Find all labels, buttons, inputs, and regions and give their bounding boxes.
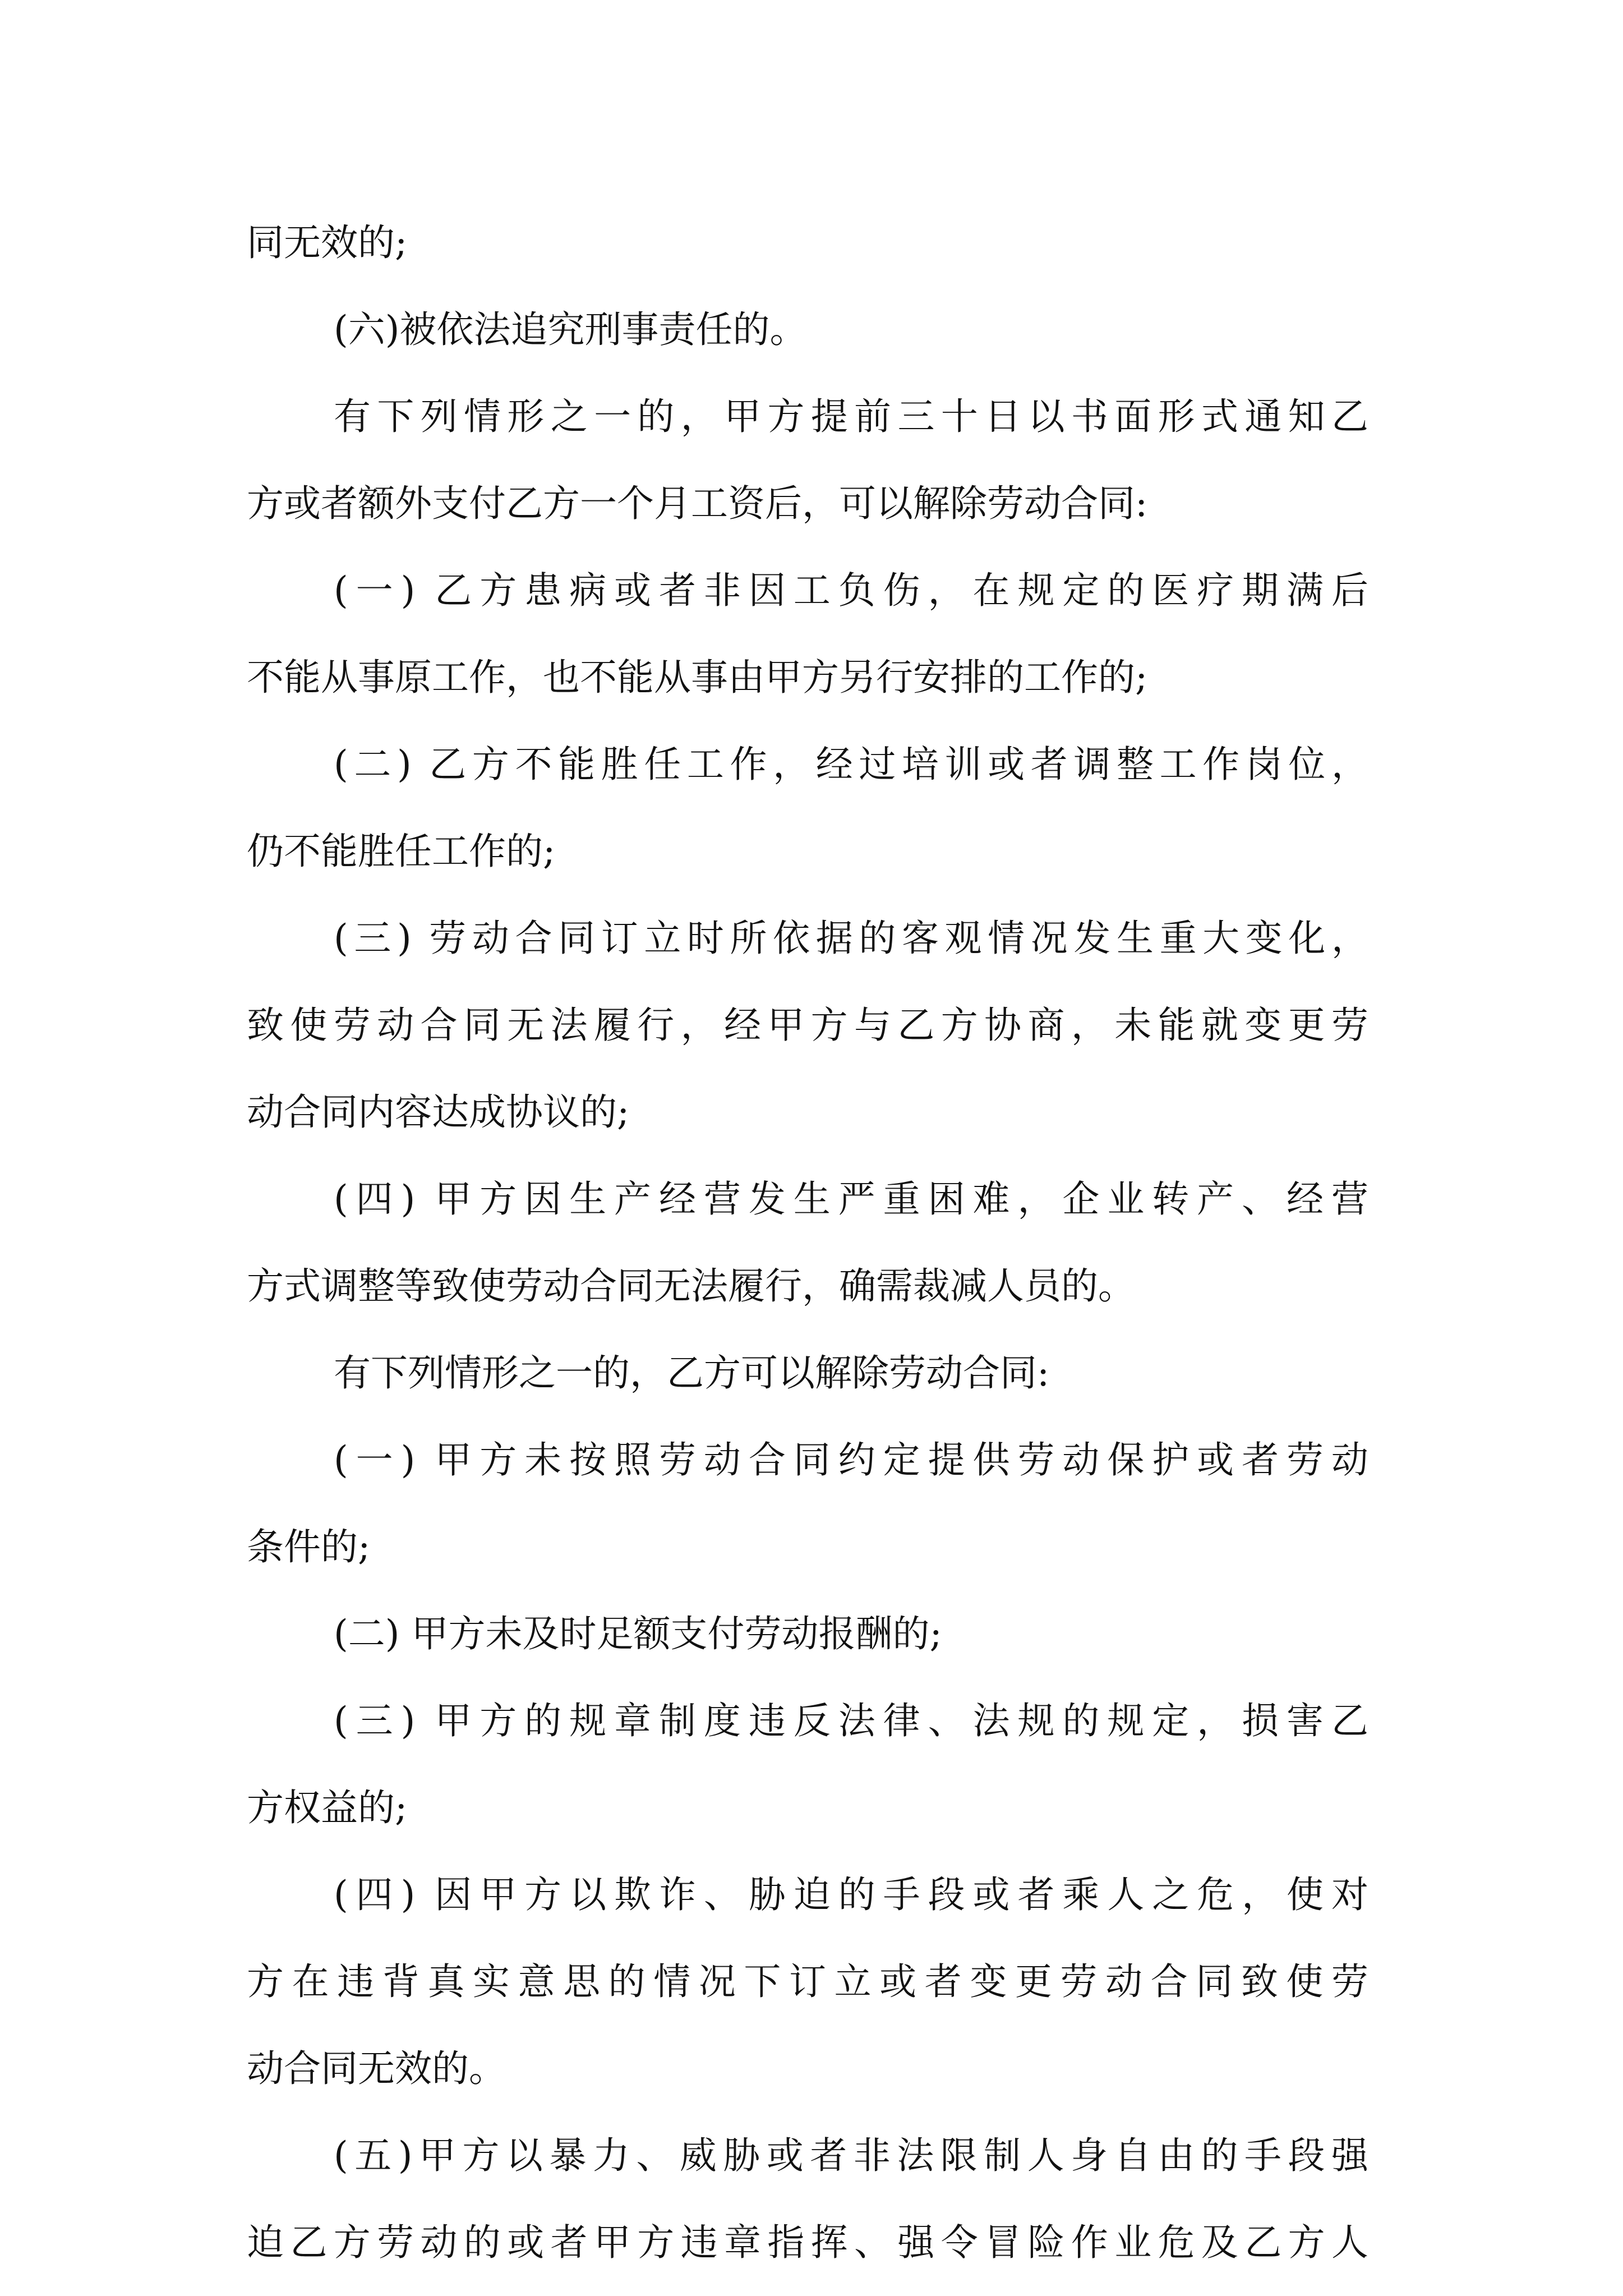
- text-line: 方权益的;: [247, 1786, 408, 1829]
- text-line: (三) 劳动合同订立时所依据的客观情况发生重大变化，: [334, 917, 1368, 960]
- contract-text-body: [247, 199, 1368, 2286]
- text-line: 条件的;: [247, 1525, 371, 1568]
- text-line: 同无效的;: [247, 221, 408, 264]
- text-line: (三) 甲方的规章制度违反法律、法规的规定，损害乙: [334, 1699, 1368, 1742]
- text-line: 方在违背真实意思的情况下订立或者变更劳动合同致使劳: [247, 1960, 1368, 2003]
- text-line: 迫乙方劳动的或者甲方违章指挥、强令冒险作业危及乙方人: [247, 2221, 1368, 2264]
- text-line: 有下列情形之一的，乙方可以解除劳动合同:: [334, 1351, 1050, 1395]
- text-line: 方或者额外支付乙方一个月工资后，可以解除劳动合同:: [247, 482, 1148, 525]
- text-line: 不能从事原工作，也不能从事由甲方另行安排的工作的;: [247, 656, 1148, 699]
- text-line: 动合同无效的。: [247, 2047, 506, 2090]
- text-line: (六)被依法追究刑事责任的。: [334, 308, 807, 351]
- text-line: (一) 甲方未按照劳动合同约定提供劳动保护或者劳动: [334, 1438, 1368, 1481]
- text-line: 仍不能胜任工作的;: [247, 830, 556, 873]
- text-line: (四) 甲方因生产经营发生严重困难，企业转产、经营: [334, 1177, 1368, 1221]
- text-line: (五)甲方以暴力、威胁或者非法限制人身自由的手段强: [334, 2134, 1368, 2177]
- text-line: (四) 因甲方以欺诈、胁迫的手段或者乘人之危，使对: [334, 1873, 1368, 1916]
- text-line: (一) 乙方患病或者非因工负伤，在规定的医疗期满后: [334, 569, 1368, 612]
- text-line: 致使劳动合同无法履行，经甲方与乙方协商，未能就变更劳: [247, 1004, 1368, 1047]
- text-line: 方式调整等致使劳动合同无法履行，确需裁减人员的。: [247, 1264, 1135, 1308]
- text-line: (二) 甲方未及时足额支付劳动报酬的;: [334, 1612, 942, 1655]
- text-line: 动合同内容达成协议的;: [247, 1091, 630, 1134]
- text-line: (二) 乙方不能胜任工作，经过培训或者调整工作岗位，: [334, 743, 1368, 786]
- text-line: 有下列情形之一的，甲方提前三十日以书面形式通知乙: [334, 395, 1368, 438]
